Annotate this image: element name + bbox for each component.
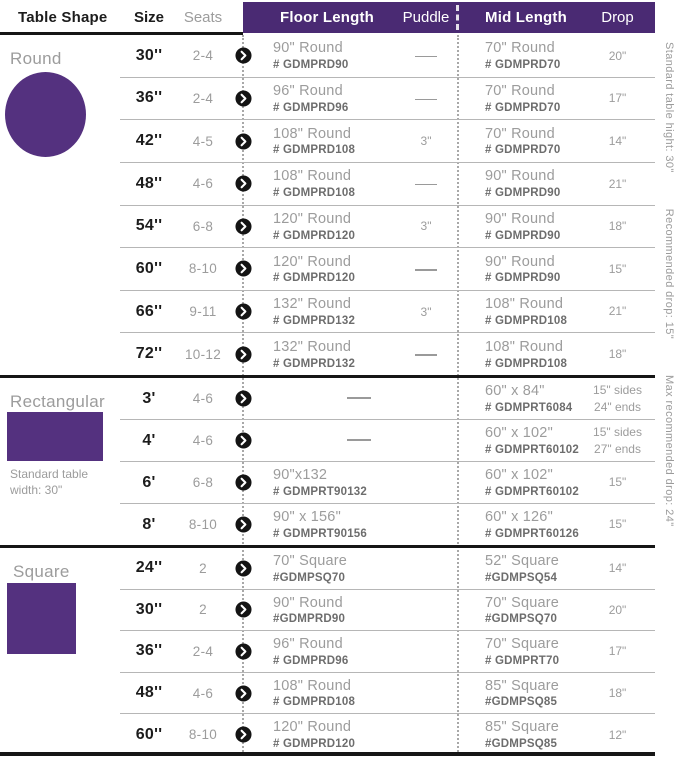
floor-length-cell <box>258 636 393 667</box>
puddle-value: 3" <box>420 219 432 234</box>
table-row <box>120 673 655 715</box>
table-row <box>120 291 655 334</box>
table-row <box>120 714 655 755</box>
table-row <box>120 378 655 420</box>
seats-value: 4-6 <box>192 685 214 701</box>
purple-header-band <box>243 2 655 33</box>
size-value: 72'' <box>135 345 163 363</box>
arrow-right-icon <box>235 390 252 407</box>
drop-value: 21" <box>608 176 627 191</box>
rect-shape <box>7 412 103 461</box>
mid-length-cell <box>459 168 580 199</box>
arrow-right-icon <box>235 133 252 150</box>
arrow-right-icon <box>235 303 252 320</box>
size-value: 66'' <box>135 302 163 320</box>
mid-length-cell <box>459 211 580 242</box>
puddle-cell <box>393 262 459 276</box>
floor-length-cell <box>258 432 459 450</box>
mid-part-number: # GDMPRD70 <box>485 101 561 114</box>
puddle-cell <box>393 305 459 319</box>
col-header-puddle: Puddle <box>402 9 450 26</box>
col-header-floor-length: Floor Length <box>280 9 375 26</box>
seats-value: 2-4 <box>192 48 214 64</box>
shape-caption <box>10 466 88 498</box>
section-round <box>0 35 655 375</box>
arrow-cell <box>228 133 258 150</box>
bottom-border <box>0 752 655 756</box>
floor-part-number: # GDMPRT90156 <box>273 527 367 540</box>
size-value: 30'' <box>135 600 163 618</box>
table-row <box>120 631 655 673</box>
arrow-cell <box>228 390 258 407</box>
arrow-right-icon <box>235 218 252 235</box>
mid-length-cell <box>459 40 580 71</box>
col-header-seats: Seats <box>183 9 223 26</box>
arrow-cell <box>228 303 258 320</box>
mid-part-number: #GDMPSQ85 <box>485 696 558 709</box>
drop-value: 20" <box>608 602 627 617</box>
floor-part-number: # GDMPRD120 <box>273 229 356 242</box>
arrow-cell <box>228 685 258 702</box>
table-row <box>120 163 655 206</box>
shape-caption-line: width: 30" <box>10 483 63 498</box>
floor-length-value: 90" Round <box>273 40 343 57</box>
drop-value: 20" <box>608 48 627 63</box>
drop-cell <box>580 218 655 234</box>
arrow-cell <box>228 90 258 107</box>
table-row <box>120 78 655 121</box>
puddle-cell <box>393 219 459 233</box>
drop-value: 18" <box>608 685 627 700</box>
dash-icon <box>415 269 437 271</box>
seats-value: 2 <box>199 602 207 618</box>
mid-part-number: # GDMPRT60126 <box>485 527 579 540</box>
mid-part-number: #GDMPSQ54 <box>485 571 558 584</box>
square-shape <box>7 583 76 654</box>
floor-part-number: # GDMPRD132 <box>273 357 356 370</box>
mid-length-cell <box>459 636 580 667</box>
size-value: 42'' <box>135 132 163 150</box>
seats-value: 4-6 <box>192 391 214 406</box>
arrow-cell <box>228 643 258 660</box>
floor-part-number: #GDMPSQ70 <box>273 571 346 584</box>
drop-cell <box>580 727 655 743</box>
mid-part-number: # GDMPRD70 <box>485 144 561 157</box>
arrow-right-icon <box>235 685 252 702</box>
dash-icon <box>415 56 437 58</box>
arrow-right-icon <box>235 560 252 577</box>
floor-part-number: #GDMPRD90 <box>273 613 346 626</box>
puddle-cell <box>393 177 459 191</box>
mid-length-value: 85" Square <box>485 719 560 736</box>
mid-length-value: 70" Square <box>485 594 560 611</box>
table-row <box>120 462 655 504</box>
floor-length-value: 120" Round <box>273 253 352 270</box>
drop-cell <box>580 474 655 490</box>
arrow-right-icon <box>235 601 252 618</box>
floor-length-cell <box>258 40 393 71</box>
drop-value: 14" <box>608 133 627 148</box>
mid-length-cell <box>459 383 580 414</box>
drop-value: 15" sides <box>593 425 642 440</box>
arrow-cell <box>228 346 258 363</box>
seats-value: 9-11 <box>189 304 217 320</box>
table-row <box>120 420 655 462</box>
floor-part-number: # GDMPRD108 <box>273 696 356 709</box>
mid-length-value: 90" Round <box>485 210 555 227</box>
table-header <box>0 0 679 35</box>
floor-length-value: 108" Round <box>273 125 352 142</box>
seats-value: 6-8 <box>192 218 214 234</box>
size-value: 6' <box>142 473 156 491</box>
seats-value: 4-5 <box>192 133 214 149</box>
size-value: 24'' <box>135 559 163 577</box>
drop-cell <box>580 303 655 319</box>
seats-value: 2 <box>199 560 207 576</box>
dash-icon <box>415 99 437 101</box>
arrow-right-icon <box>235 643 252 660</box>
drop-cell <box>580 261 655 277</box>
drop-cell <box>580 176 655 192</box>
seats-value: 8-10 <box>188 727 218 743</box>
floor-length-value: 90"x132 <box>273 467 328 484</box>
mid-part-number: # GDMPRD108 <box>485 314 568 327</box>
arrow-right-icon <box>235 175 252 192</box>
floor-length-value: 90" Round <box>273 594 343 611</box>
drop-value: 21" <box>608 304 627 319</box>
floor-length-cell <box>258 678 393 709</box>
floor-length-cell <box>258 390 459 408</box>
mid-part-number: # GDMPRT60102 <box>485 485 579 498</box>
drop-value: 17" <box>608 644 627 659</box>
mid-part-number: # GDMPRT6084 <box>485 401 573 414</box>
shape-caption-line: Standard table <box>10 467 89 481</box>
drop-cell <box>580 346 655 362</box>
drop-cell <box>580 560 655 576</box>
size-value: 60'' <box>135 259 163 277</box>
floor-length-cell <box>258 296 393 327</box>
floor-length-cell <box>258 254 393 285</box>
mid-length-value: 70" Round <box>485 40 555 57</box>
floor-length-cell <box>258 719 393 750</box>
mid-length-value: 60" x 102" <box>485 467 553 484</box>
size-value: 60'' <box>135 725 163 743</box>
drop-value: 14" <box>608 561 627 576</box>
size-value: 48'' <box>135 684 163 702</box>
drop-cell <box>580 48 655 64</box>
mid-part-number: # GDMPRD90 <box>485 272 561 285</box>
drop-value: 18" <box>608 347 627 362</box>
mid-part-number: # GDMPRT70 <box>485 654 560 667</box>
drop-value: 15" <box>608 517 627 532</box>
table-row <box>120 333 655 375</box>
mid-length-value: 108" Round <box>485 296 564 313</box>
mid-length-cell <box>459 425 580 456</box>
floor-part-number: # GDMPRD90 <box>273 59 349 72</box>
mid-length-value: 90" Round <box>485 253 555 270</box>
seats-value: 2-4 <box>192 643 214 659</box>
floor-length-cell <box>258 553 393 584</box>
floor-length-cell <box>258 339 393 370</box>
mid-length-value: 70" Round <box>485 83 555 100</box>
floor-length-value: 70" Square <box>273 552 348 569</box>
drop-value: 15" sides <box>593 383 642 398</box>
arrow-right-icon <box>235 47 252 64</box>
drop-value: 15" <box>608 475 627 490</box>
floor-length-value: 120" Round <box>273 210 352 227</box>
floor-part-number: # GDMPRT90132 <box>273 485 367 498</box>
seats-value: 8-10 <box>188 517 218 532</box>
arrow-right-icon <box>235 474 252 491</box>
mid-length-value: 60" x 84" <box>485 383 545 400</box>
floor-length-value: 90" x 156" <box>273 509 341 526</box>
table-row <box>120 504 655 545</box>
seats-value: 2-4 <box>192 90 214 106</box>
floor-length-cell <box>258 211 393 242</box>
mid-length-value: 70" Square <box>485 636 560 653</box>
mid-length-cell <box>459 509 580 540</box>
shape-label: Square <box>13 562 70 581</box>
mid-length-cell <box>459 467 580 498</box>
floor-length-cell <box>258 467 393 498</box>
arrow-cell <box>228 516 258 533</box>
arrow-cell <box>228 47 258 64</box>
mid-length-cell <box>459 126 580 157</box>
table-row <box>120 120 655 163</box>
arrow-right-icon <box>235 516 252 533</box>
col-header-size: Size <box>133 9 164 26</box>
seats-value: 4-6 <box>192 176 214 192</box>
floor-length-value: 96" Round <box>273 636 343 653</box>
floor-part-number: # GDMPRD120 <box>273 272 356 285</box>
floor-part-number: # GDMPRD132 <box>273 314 356 327</box>
circle-shape <box>5 72 86 157</box>
puddle-cell <box>393 91 459 105</box>
floor-part-number: # GDMPRD108 <box>273 144 356 157</box>
table-row <box>120 248 655 291</box>
puddle-cell <box>393 347 459 361</box>
table-row <box>120 206 655 249</box>
mid-length-cell <box>459 296 580 327</box>
mid-length-cell <box>459 254 580 285</box>
mid-length-cell <box>459 553 580 584</box>
seats-value: 6-8 <box>192 475 214 490</box>
drop-cell <box>580 602 655 618</box>
drop-value: 27" ends <box>594 441 641 456</box>
mid-length-cell <box>459 83 580 114</box>
floor-part-number: # GDMPRD96 <box>273 101 349 114</box>
seats-value: 10-12 <box>184 346 222 362</box>
size-value: 48'' <box>135 174 163 192</box>
arrow-cell <box>228 601 258 618</box>
mid-part-number: # GDMPRD90 <box>485 187 561 200</box>
side-notes <box>660 42 675 742</box>
mid-length-value: 70" Round <box>485 125 555 142</box>
side-note-max-drop: Max recommended drop: 24" <box>663 375 675 527</box>
dash-icon <box>347 397 371 399</box>
drop-cell <box>580 685 655 701</box>
mid-length-cell <box>459 719 580 750</box>
floor-length-value: 96" Round <box>273 83 343 100</box>
floor-length-cell <box>258 509 393 540</box>
size-value: 3' <box>142 389 156 407</box>
size-value: 36'' <box>135 89 163 107</box>
size-value: 4' <box>142 431 156 449</box>
mid-length-value: 60" x 126" <box>485 509 553 526</box>
puddle-cell <box>393 49 459 63</box>
floor-length-value: 120" Round <box>273 719 352 736</box>
mid-part-number: #GDMPSQ70 <box>485 613 558 626</box>
table-row <box>120 590 655 632</box>
arrow-right-icon <box>235 90 252 107</box>
mid-length-cell <box>459 339 580 370</box>
drop-value: 15" <box>608 261 627 276</box>
mid-length-value: 52" Square <box>485 552 560 569</box>
arrow-right-icon <box>235 260 252 277</box>
floor-length-value: 132" Round <box>273 338 352 355</box>
mid-length-value: 108" Round <box>485 338 564 355</box>
mid-part-number: #GDMPSQ85 <box>485 738 558 750</box>
arrow-cell <box>228 260 258 277</box>
drop-cell <box>580 382 655 414</box>
arrow-cell <box>228 726 258 743</box>
dash-icon <box>415 354 437 356</box>
floor-part-number: # GDMPRD108 <box>273 187 356 200</box>
floor-length-cell <box>258 595 393 626</box>
floor-length-value: 108" Round <box>273 168 352 185</box>
side-note-recommended-drop: Recommended drop: 15" <box>663 208 675 340</box>
drop-cell <box>580 133 655 149</box>
drop-value: 24" ends <box>594 399 641 414</box>
mid-length-value: 90" Round <box>485 168 555 185</box>
arrow-right-icon <box>235 432 252 449</box>
mid-length-cell <box>459 595 580 626</box>
drop-cell <box>580 516 655 532</box>
seats-value: 4-6 <box>192 433 214 448</box>
side-note-standard-height: Standard table hight: 30" <box>663 42 675 173</box>
shape-label: Rectangular <box>10 392 105 411</box>
floor-length-cell <box>258 126 393 157</box>
seats-value: 8-10 <box>188 261 218 277</box>
puddle-value: 3" <box>420 304 432 319</box>
arrow-cell <box>228 175 258 192</box>
floor-length-value: 108" Round <box>273 677 352 694</box>
arrow-cell <box>228 560 258 577</box>
size-value: 36'' <box>135 642 163 660</box>
drop-cell <box>580 643 655 659</box>
dash-icon <box>415 184 437 186</box>
col-header-table-shape: Table Shape <box>18 9 108 26</box>
mid-part-number: # GDMPRD108 <box>485 357 568 370</box>
section-square <box>0 545 655 755</box>
mid-length-value: 85" Square <box>485 677 560 694</box>
floor-length-value: 132" Round <box>273 296 352 313</box>
shape-label: Round <box>10 49 62 68</box>
puddle-cell <box>393 134 459 148</box>
drop-cell <box>580 424 655 456</box>
mid-length-value: 60" x 102" <box>485 425 553 442</box>
arrow-right-icon <box>235 726 252 743</box>
floor-part-number: # GDMPRD120 <box>273 738 356 750</box>
col-header-drop: Drop <box>601 9 634 26</box>
section-rectangular <box>0 375 655 545</box>
arrow-cell <box>228 218 258 235</box>
puddle-value: 3" <box>420 134 432 149</box>
mid-part-number: # GDMPRD90 <box>485 229 561 242</box>
mid-length-cell <box>459 678 580 709</box>
size-value: 8' <box>142 515 156 533</box>
drop-value: 18" <box>608 219 627 234</box>
arrow-cell <box>228 474 258 491</box>
arrow-cell <box>228 432 258 449</box>
size-value: 30'' <box>135 46 163 64</box>
header-dashed-divider <box>456 5 459 30</box>
table-body <box>0 35 679 755</box>
drop-cell <box>580 90 655 106</box>
col-header-mid-length: Mid Length <box>485 9 567 26</box>
floor-length-cell <box>258 168 393 199</box>
table-row <box>120 548 655 590</box>
floor-length-cell <box>258 83 393 114</box>
mid-part-number: # GDMPRT60102 <box>485 443 579 456</box>
dash-icon <box>347 439 371 441</box>
arrow-right-icon <box>235 346 252 363</box>
size-value: 54'' <box>135 217 163 235</box>
drop-value: 17" <box>608 91 627 106</box>
floor-part-number: # GDMPRD96 <box>273 654 349 667</box>
mid-part-number: # GDMPRD70 <box>485 59 561 72</box>
table-row <box>120 35 655 78</box>
drop-value: 12" <box>608 727 627 742</box>
